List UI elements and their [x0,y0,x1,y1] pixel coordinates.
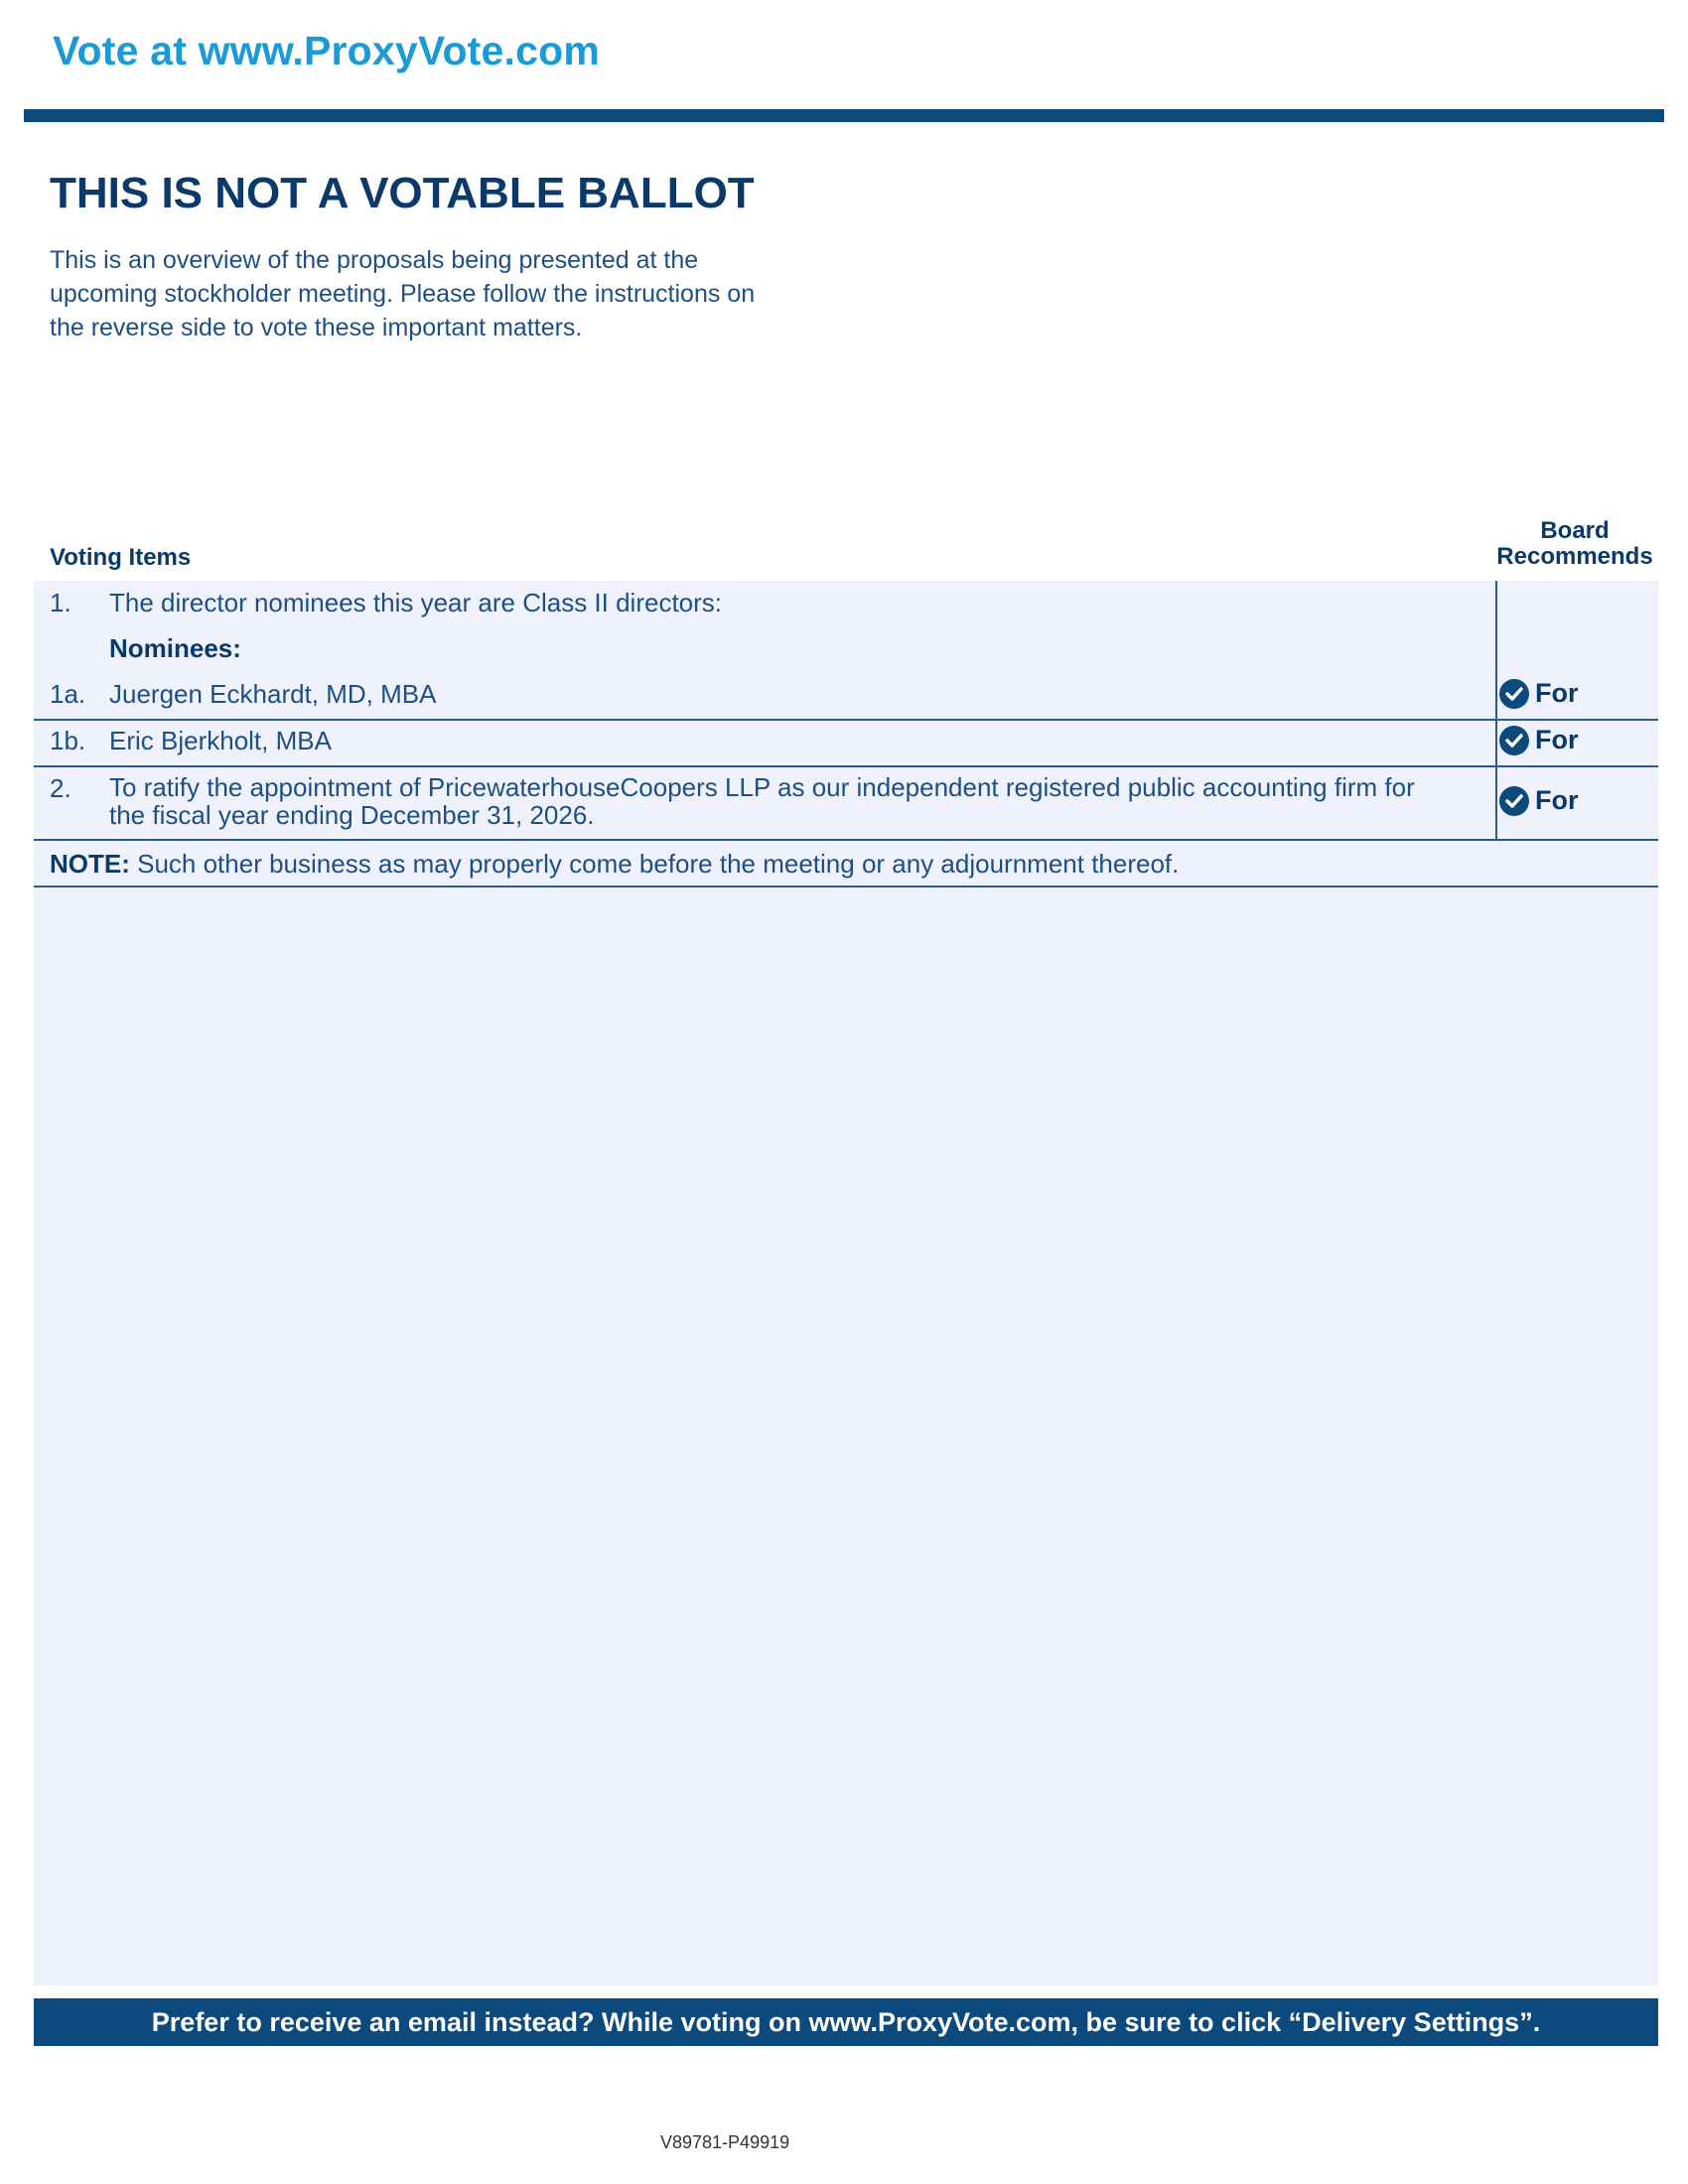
delivery-settings-banner [34,1998,1658,2046]
row-divider [34,719,1658,721]
board-recommends-line: Board [1540,517,1610,544]
proxyvote-header-link[interactable]: Vote at www.ProxyVote.com [53,28,601,73]
nominees-heading: Nominees: [109,633,241,663]
voting-items-header: Voting Items [50,544,192,571]
item-number: 1b. [50,726,86,755]
item-text: Eric Bjerkholt, MBA [109,726,332,755]
intro-text [50,243,844,344]
check-circle-icon [1499,679,1529,709]
check-circle-icon [1499,726,1529,755]
recommendation-label: For [1535,785,1579,815]
recommendation-for [1499,678,1579,709]
item-text-line: To ratify the appointment of PricewaterhouseCoopers LLP as our independent registered public accounting firm for [109,772,1415,802]
note-label: NOTE: [50,849,130,879]
page-title: THIS IS NOT A VOTABLE BALLOT [50,169,755,217]
item-text: The director nominees this year are Class II directors: [109,588,723,617]
recommendation-for [1499,785,1579,816]
recommendation-for [1499,725,1579,755]
check-circle-icon [1499,786,1529,816]
intro-line: upcoming stockholder meeting. Please follow the instructions on [50,280,756,308]
item-number: 1a. [50,679,86,709]
document-code: V89781-P49919 [660,2132,790,2152]
note-text [50,849,1179,880]
recommendation-label: For [1535,678,1579,708]
header-rule [24,109,1664,122]
item-text-line: the fiscal year ending December 31, 2026. [109,800,595,830]
item-number: 1. [50,588,71,617]
intro-line: This is an overview of the proposals being presented at the [50,246,699,274]
recommendation-label: For [1535,725,1579,754]
item-number: 2. [50,773,71,803]
voting-item-2 [34,773,1658,833]
row-divider [34,765,1658,767]
board-recommends-header [1495,518,1654,570]
banner-text: Prefer to receive an email instead? While voting on www.ProxyVote.com, be sure to click “Delivery Settings”. [151,2006,1541,2037]
item-text: Juergen Eckhardt, MD, MBA [109,679,437,709]
note-body: Such other business as may properly come before the meeting or any adjournment thereof. [129,849,1180,879]
board-recommends-line: Recommends [1496,543,1653,570]
intro-line: the reverse side to vote these important matters. [50,314,583,341]
item-text [109,773,1509,829]
row-divider [34,886,1658,887]
row-divider [34,839,1658,841]
